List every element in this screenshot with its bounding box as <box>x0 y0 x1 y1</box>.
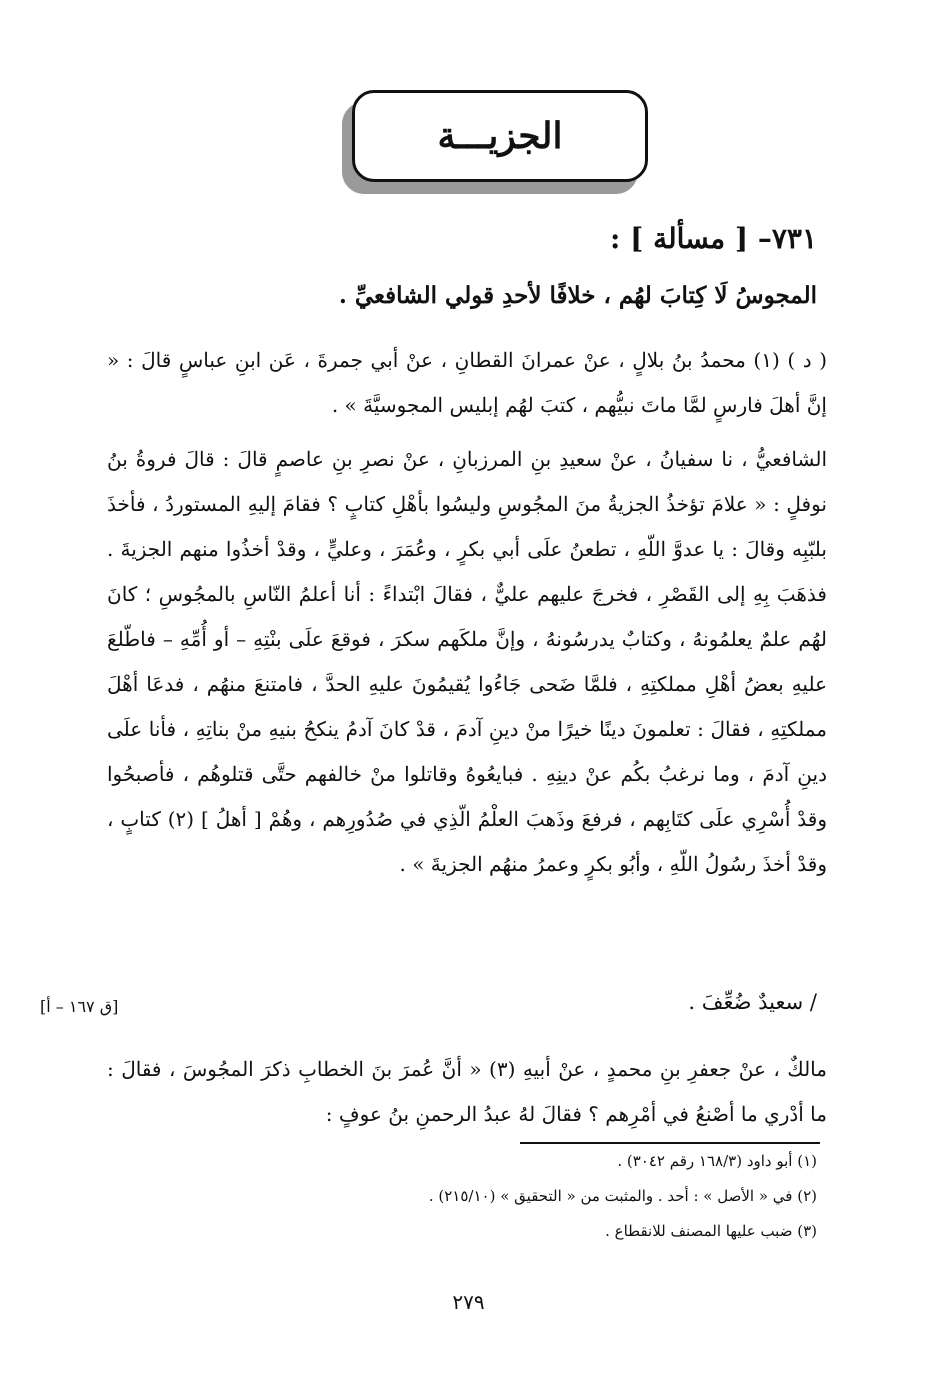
paragraph-hadith-3 <box>107 1047 827 1137</box>
footnote-1: (١) أبو داود (١٦٨/٣ رقم ٣٠٤٢) . <box>617 1152 817 1170</box>
footnote-2: (٢) في « الأصل » : أحد . والمثبت من « التحقيق » (٢١٥/١٠) . <box>428 1187 817 1205</box>
issue-statement: المجوسُ لَا كِتابَ لهُم ، خلافًا لأحدِ قولي الشافعيِّ . <box>338 282 817 309</box>
page-number: ٢٧٩ <box>452 1290 485 1314</box>
chapter-title: الجزيـــة <box>437 115 563 157</box>
issue-heading: ٧٣١– [ مسألة ] : <box>610 222 817 255</box>
chapter-title-frame <box>352 90 648 182</box>
manuscript-folio-mark: [ق ١٦٧ – أ] <box>40 997 119 1016</box>
paragraph-hadith-1 <box>107 338 827 428</box>
paragraph-text: الشافعيُّ ، نا سفيانُ ، عنْ سعيدِ بنِ المرزبانِ ، عنْ نصرِ بنِ عاصمٍ قالَ : قالَ فروةُ بنُ نوفلٍ : « علامَ تؤخذُ الجزيةُ منَ المجُوسِ وليسُوا بأهْلِ كتابٍ ؟ فقامَ إليهِ المستوردُ ، فأخذَ بلبّبِه وقالَ : يا عدوَّ اللّهِ ، تطعنُ علَى أبي بكرٍ ، وعُمَرَ ، وعليٍّ ، وقدْ أخذُوا منهم الجزيةَ . فذهَبَ بِهِ إلى القَصْرِ ، فخرجَ عليهم عليٌّ ، فقالَ ابْتداءً : أنا أعلمُ النّاسِ بالمجُوسِ ؛ كانَ لهُم علمٌ يعلمُونهُ ، وكتابٌ يدرسُونهُ ، وإنَّ ملكَهم سكرَ ، فوقعَ علَى بنْتِهِ – أو أُمِّهِ – فاطّلعَ عليهِ بعضُ أهْلِ مملكتِهِ ، فلمَّا ضَحى جَاءُوا يُقيمُونَ عليهِ الحدَّ ، فامتنعَ منهُم ، فدعَا أهْلَ مملكتِهِ ، فقالَ : تعلمونَ دينًا خيرًا منْ دينِ آدمَ ، قدْ كانَ آدمُ ينكحُ بنيهِ منْ بناتِهِ ، فأنا علَى دينِ آدمَ ، وما نرغبُ بكُم عنْ دينِهِ . فبايعُوهُ وقاتلوا منْ خالفهم حتَّى قتلوهُم ، فأصبحُوا وقدْ أُسْرِي علَى كتَابِهم ، فرفعَ وذَهبَ العلْمُ الّذِي في صُدُورِهم ، وهُمْ [ أهلُ ] (٢) كتابٍ ، وقدْ أخذَ رسُولُ اللّهِ ، وأبُو بكرٍ وعمرُ منهُم الجزيةَ » . <box>107 447 827 876</box>
footnote-separator <box>520 1142 820 1144</box>
footnote-3: (٣) ضبب عليها المصنف للانقطاع . <box>605 1222 817 1240</box>
weakness-note: / سعيدٌ ضُعِّفَ . <box>688 990 817 1014</box>
paragraph-text: مالكٌ ، عنْ جعفرِ بنِ محمدٍ ، عنْ أبيهِ (٣) « أنَّ عُمرَ بنَ الخطابِ ذكرَ المجُوسَ ، فقالَ : ما أدْري ما أصْنعُ في أمْرِهم ؟ فقالَ لهُ عبدُ الرحمنِ بنُ عوفٍ : <box>107 1057 827 1126</box>
paragraph-hadith-2 <box>107 437 827 887</box>
paragraph-text: ( د ) (١) محمدُ بنُ بلالٍ ، عنْ عمرانَ القطانِ ، عنْ أبي جمرةَ ، عَن ابنِ عباسٍ قالَ : « إنَّ أهلَ فارسٍ لمَّا ماتَ نبيُّهم ، كتبَ لهُم إبليس المجوسيَّةَ » . <box>107 348 828 417</box>
